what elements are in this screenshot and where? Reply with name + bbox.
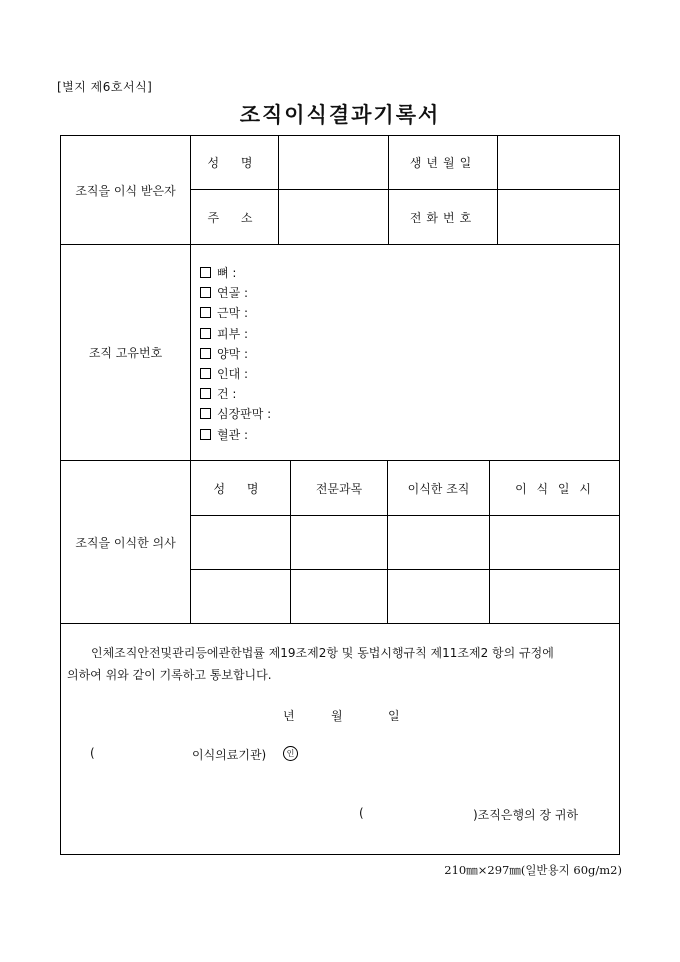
surgeon-col-specialty: 전문과목: [315, 481, 363, 496]
tissue-label: 조직 고유번호: [88, 346, 163, 360]
tissue-item-ligament[interactable]: 인대 :: [200, 364, 271, 384]
checkbox[interactable]: [200, 429, 211, 440]
surgeon-col-name: 성 명: [213, 481, 268, 496]
recipient-address-label: 주 소: [207, 210, 262, 225]
recipient-phone-field[interactable]: [498, 190, 619, 244]
tissue-item-tendon[interactable]: 건 :: [200, 384, 271, 404]
recipient-birth-field[interactable]: [498, 136, 619, 189]
tissue-item-cartilage[interactable]: 연골 :: [200, 283, 271, 303]
institution-open-paren: (: [90, 746, 95, 760]
tissue-item-amnion[interactable]: 양막 :: [200, 344, 271, 364]
recipient-phone-label: 전화번호: [409, 210, 477, 225]
surgeon-col-tissue: 이식한 조직: [407, 481, 470, 496]
institution-label: 이식의료기관): [192, 748, 267, 762]
tissue-item-heart-valve[interactable]: 심장판막 :: [200, 404, 271, 424]
tissue-checklist: [200, 263, 271, 445]
tissue-item-bone[interactable]: 뼈 :: [200, 263, 271, 283]
checkbox[interactable]: [200, 388, 211, 399]
form-code: [별지 제6호서식]: [57, 80, 153, 94]
tissue-item-blood-vessel[interactable]: 혈관 :: [200, 425, 271, 445]
tissue-item-fascia[interactable]: 근막 :: [200, 303, 271, 323]
checkbox[interactable]: [200, 328, 211, 339]
checkbox[interactable]: [200, 348, 211, 359]
checkbox[interactable]: [200, 408, 211, 419]
recipient-birth-label: 생년월일: [409, 156, 477, 170]
checkbox[interactable]: [200, 267, 211, 278]
bank-open-paren: (: [359, 806, 364, 820]
page-title: 조직이식결과기록서: [239, 102, 441, 127]
surgeon-label: 조직을 이식한 의사: [75, 535, 176, 550]
recipient-address-field[interactable]: [279, 190, 388, 244]
date-day: 일: [388, 709, 400, 723]
date-month: 월: [331, 709, 343, 723]
paper-size-note: 210㎜×297㎜(일반용지 60g/m2): [444, 863, 622, 877]
tissue-item-skin[interactable]: 피부 :: [200, 324, 271, 344]
recipient-name-label: 성 명: [207, 156, 262, 170]
checkbox[interactable]: [200, 287, 211, 298]
statement-line-2: 의하여 위와 같이 기록하고 통보합니다.: [67, 668, 272, 682]
statement-line-1: 인체조직안전및관리등에관한법률 제19조제2항 및 동법시행규칙 제11조제2 항의 규정에: [91, 646, 554, 660]
recipient-label: 조직을 이식 받은자: [75, 183, 176, 198]
date-year: 년: [283, 709, 295, 723]
checkbox[interactable]: [200, 307, 211, 318]
surgeon-row-2[interactable]: [191, 570, 619, 623]
recipient-name-field[interactable]: [279, 136, 388, 189]
bank-addressee: )조직은행의 장 귀하: [473, 808, 579, 822]
checkbox[interactable]: [200, 368, 211, 379]
surgeon-col-datetime: 이 식 일 시: [515, 481, 594, 496]
surgeon-row-1[interactable]: [191, 516, 619, 569]
statement-text: [67, 642, 607, 686]
seal-icon: 인: [283, 746, 298, 761]
